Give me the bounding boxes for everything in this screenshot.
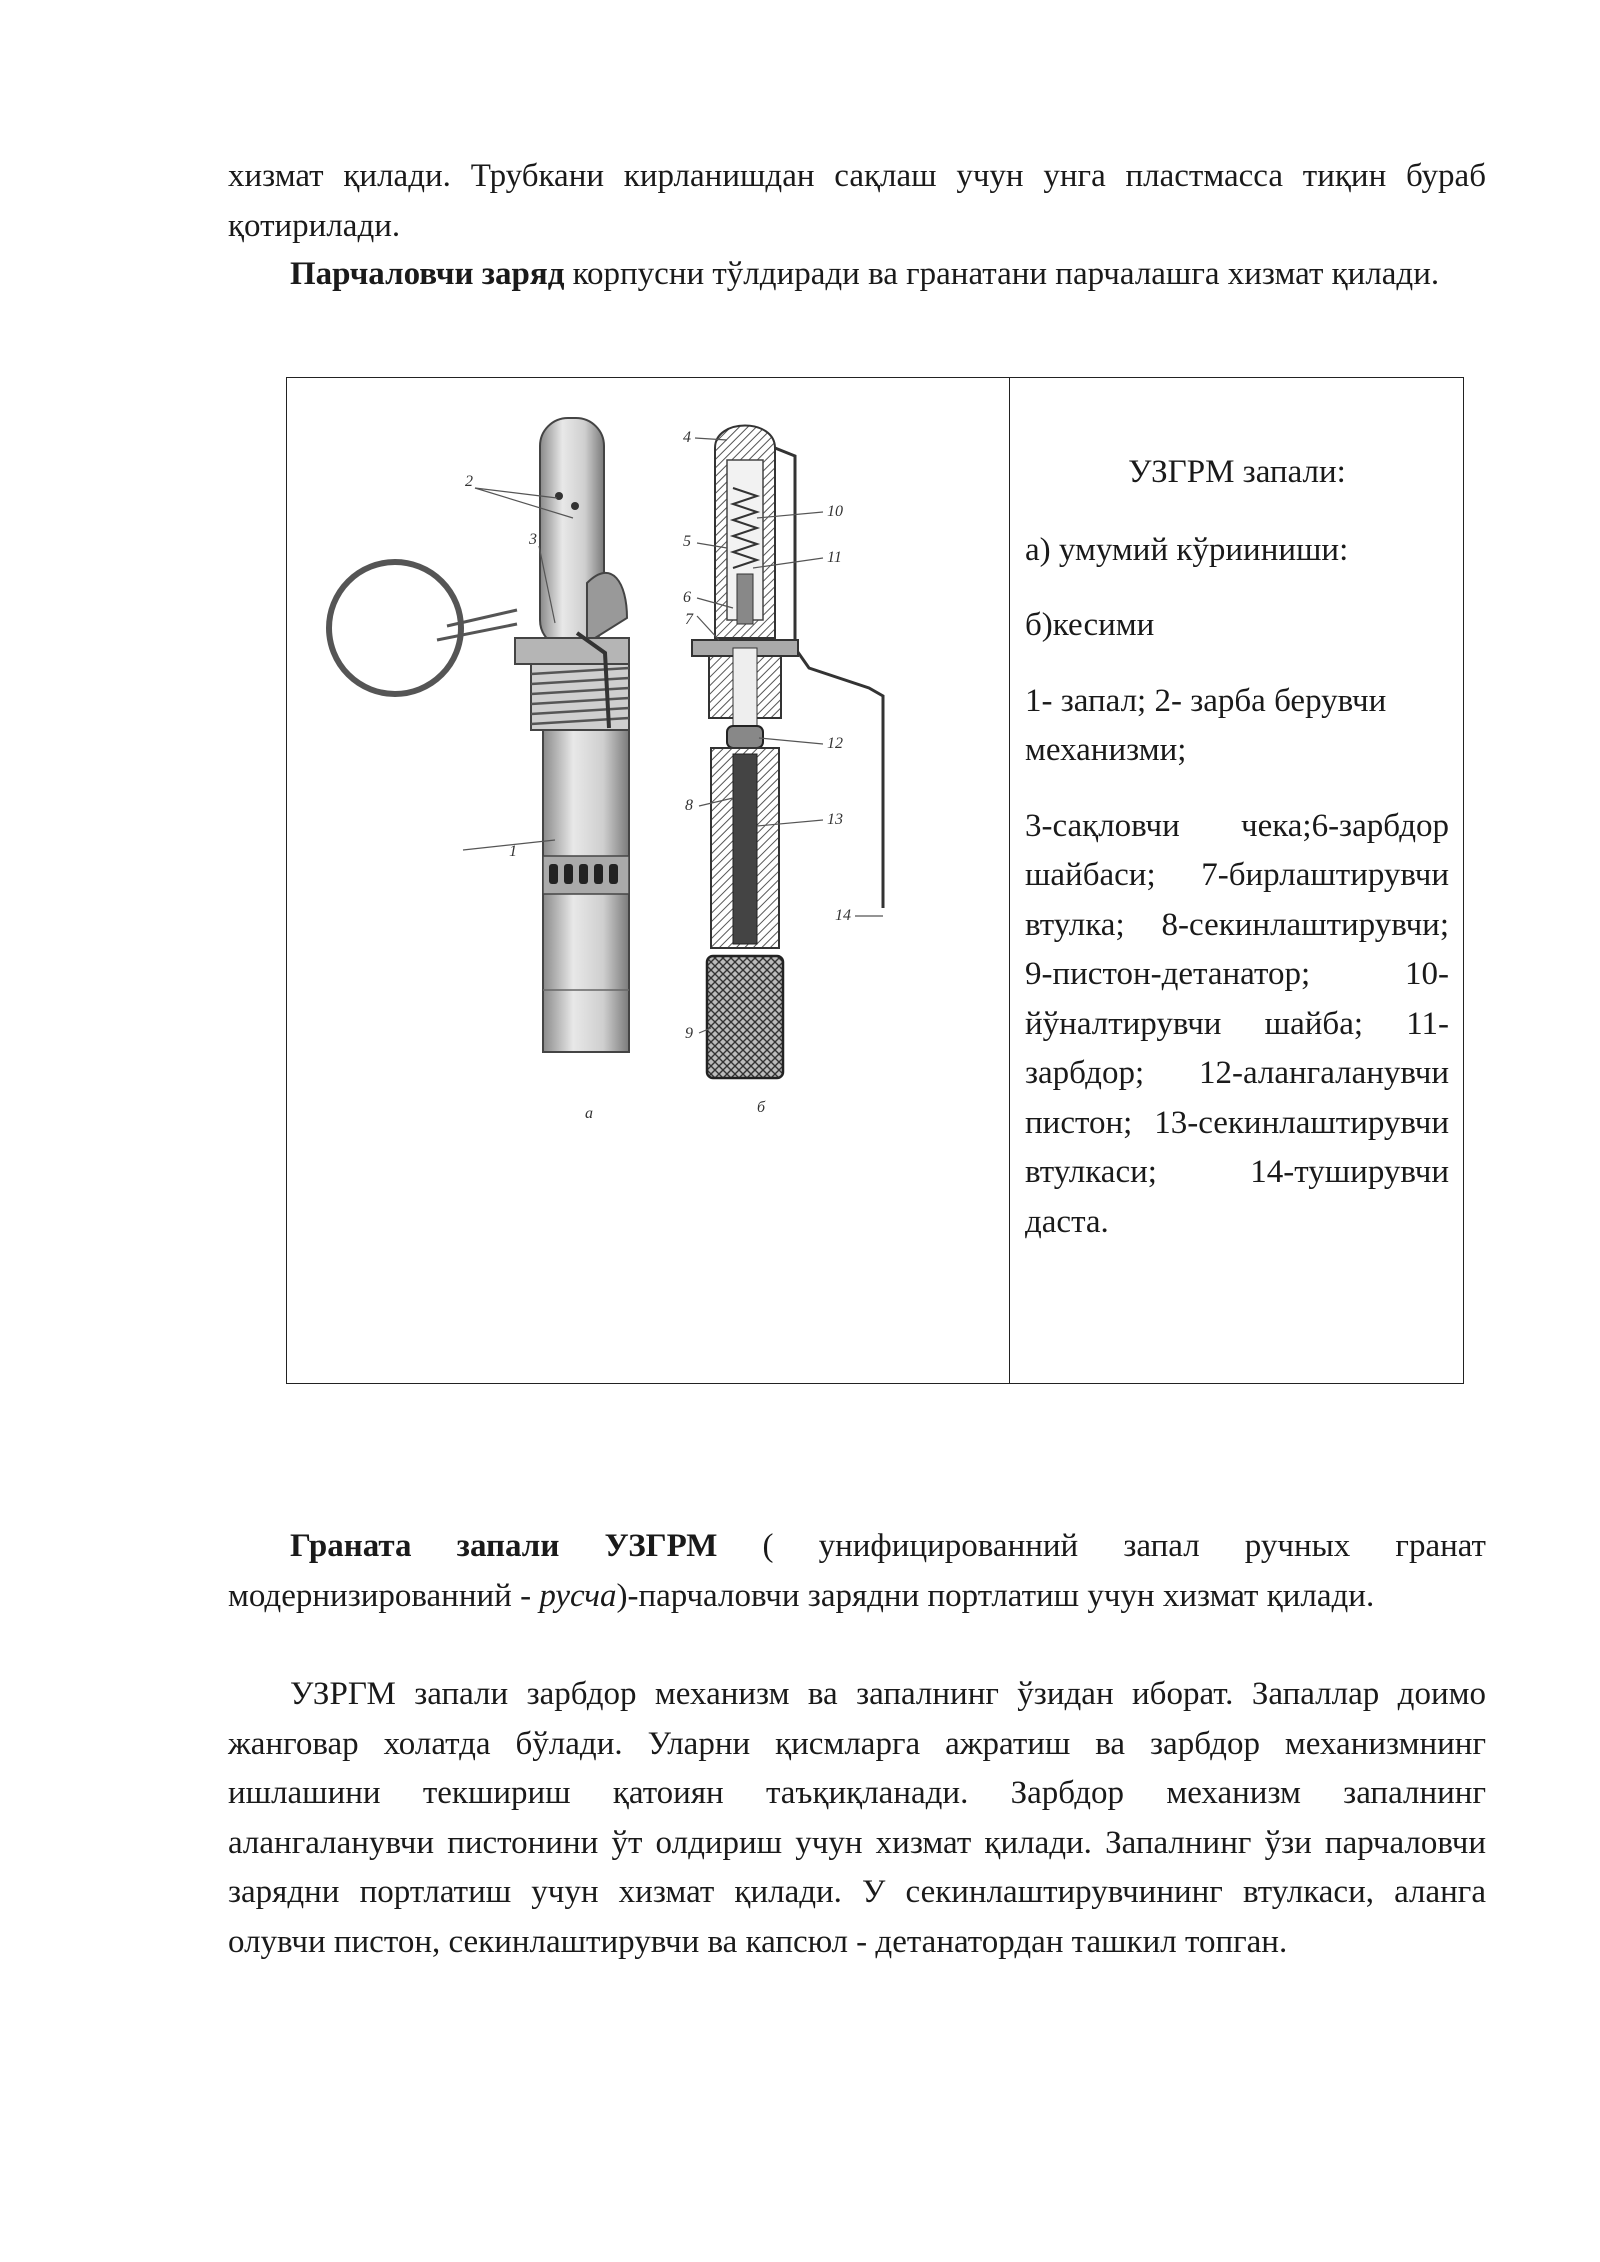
view-a-general [329, 418, 629, 1052]
paragraph-text: ( унифицированний запал ручных гранат модернизированний - [228, 1528, 1486, 1614]
part-number-5: 5 [683, 533, 691, 550]
part-number-1: 1 [509, 843, 517, 860]
term-uzgrm: Граната запали УЗГРМ [290, 1528, 718, 1564]
caption-title: УЗГРМ запали: [1128, 454, 1346, 490]
figure-caption [1025, 448, 1449, 1273]
paragraph-fuze-description [228, 1670, 1486, 1967]
part-number-2: 2 [465, 473, 473, 490]
view-a-label: а [585, 1105, 593, 1122]
figure-table [286, 377, 1464, 1384]
part-number-3: 3 [529, 531, 537, 548]
part-number-12: 12 [827, 735, 843, 752]
paragraph-text: хизмат қилади. Трубкани кирланишдан сақлаш учун унга пластмасса тиқин бураб қотирилади. [228, 158, 1486, 244]
view-b-section [692, 426, 883, 1079]
paragraph-text: )-парчаловчи зарядни портлатиш учун хизмат қилади. [616, 1577, 1375, 1614]
part-number-11: 11 [827, 549, 842, 566]
part-number-14: 14 [835, 907, 851, 924]
part-number-7: 7 [685, 611, 693, 628]
paragraph-fuze-uzgrm [228, 1522, 1486, 1621]
table-divider [1009, 378, 1010, 1383]
part-number-9: 9 [685, 1025, 693, 1042]
part-number-4: 4 [683, 429, 691, 446]
part-number-13: 13 [827, 811, 843, 828]
detonator-cap [707, 956, 783, 1078]
paragraph-fragmentation-charge [228, 250, 1486, 300]
part-number-8: 8 [685, 797, 693, 814]
part-number-10: 10 [827, 503, 843, 520]
caption-view-b: б)кесими [1025, 607, 1155, 643]
fuze-drawing [287, 378, 1009, 1382]
paragraph-tube-plug [228, 152, 1486, 251]
fuze-illustration [287, 378, 1009, 1382]
paragraph-text: УЗРГМ запали зарбдор механизм ва запалнинг ўзидан иборат. Запаллар доимо жанговар холатда бўлади. Уларни қисмларга ажратиш ва зарбдор механизмнинг ишлашини текшириш қатоиян таъқиқланади. Зарбдор механизм запалнинг алангаланувчи пистонини ўт олдириш учун хизмат қилади. Запалнинг ўзи парчаловчи зарядни портлатиш учун хизмат қилади. У секинлаштирувчининг втулкаси, аланга олувчи пистон, секинлаштирувчи ва капсюл - детанатордан ташкил топган. [228, 1676, 1486, 1960]
term-fragmentation-charge: Парчаловчи заряд [290, 256, 565, 292]
term-russian: русча [539, 1577, 617, 1614]
caption-parts-1: 1- запал; 2- зарба берувчи механизми; [1025, 682, 1387, 768]
caption-parts-2: 3-сақловчи чека;6-зарбдор шайбаси; 7-бирлаштирувчи втулка; 8-секинлаштирувчи; 9-пистон-детанатор; 10-йўналтирувчи шайба; 11-зарбдор; 12-алангаланувчи пистон; 13-секинлаштирувчи втулкаси; 14-туширувчи даста. [1025, 807, 1449, 1240]
igniter-primer [727, 726, 763, 748]
view-b-label: б [757, 1099, 766, 1116]
part-number-6: 6 [683, 589, 691, 606]
caption-view-a: а) умумий кўрииниши: [1025, 531, 1349, 568]
paragraph-text: корпусни тўлдиради ва гранатани парчалашга хизмат қилади. [564, 256, 1440, 292]
safety-ring [329, 562, 461, 694]
